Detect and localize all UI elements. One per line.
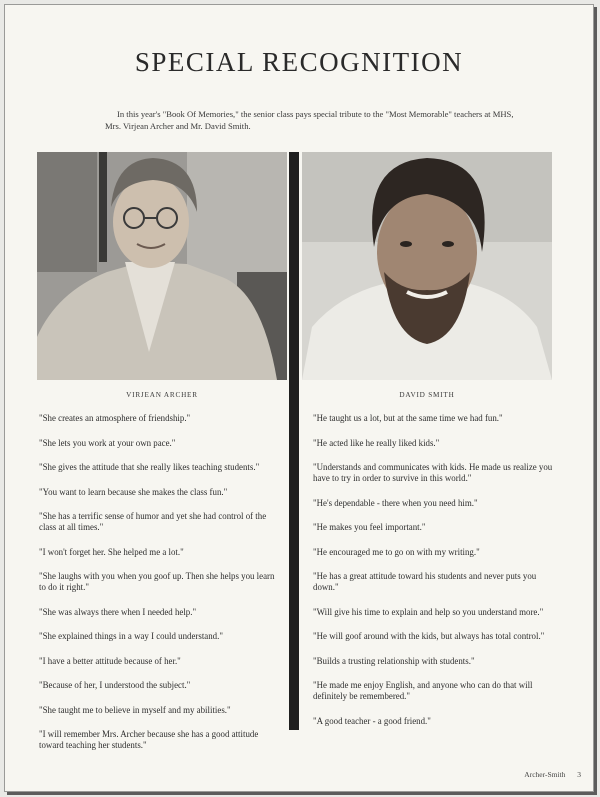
quote-item: "You want to learn because she makes the class fun." xyxy=(39,486,228,497)
footer-names: Archer-Smith xyxy=(524,770,566,779)
quote-item: "Because of her, I understood the subject." xyxy=(39,680,191,690)
quotes-smith xyxy=(313,413,557,740)
quote-item: "She explained things in a way I could understand." xyxy=(39,631,223,641)
column-divider xyxy=(289,152,299,730)
quote-item: "He will goof around with the kids, but always has total control." xyxy=(313,631,545,641)
quote-item: "He has a great attitude toward his students and never puts you down." xyxy=(313,571,537,592)
quote-item: "He made me enjoy English, and anyone who can do that will definitely be remembered." xyxy=(313,680,533,701)
caption-david-smith: DAVID SMITH xyxy=(399,391,455,399)
quote-item: "She gives the attitude that she really likes teaching students." xyxy=(39,462,260,472)
quote-item: "He encouraged me to go on with my writing." xyxy=(313,546,480,557)
quote-item: "He makes you feel important." xyxy=(313,522,426,532)
caption-virjean-archer: VIRJEAN ARCHER xyxy=(126,391,198,399)
quote-item: "She creates an atmosphere of friendship." xyxy=(39,413,191,423)
quote-item: "He acted like he really liked kids." xyxy=(313,437,440,448)
intro-paragraph: In this year's "Book Of Memories," the senior class pays special tribute to the "Most Memorable" teachers at MHS, Mrs. Virjean Archer and Mr. David Smith. xyxy=(105,109,514,131)
quote-item: "Will give his time to explain and help so you understand more." xyxy=(313,606,544,617)
quote-item: "He's dependable - there when you need him." xyxy=(313,497,478,508)
quote-item: "She was always there when I needed help." xyxy=(39,606,197,617)
quote-item: "A good teacher - a good friend." xyxy=(313,715,431,726)
quote-item: "I won't forget her. She helped me a lot." xyxy=(39,546,184,557)
quote-item: "She has a terrific sense of humor and yet she had control of the class at all times." xyxy=(39,511,267,532)
quote-item: "Understands and communicates with kids. He made us realize you have to try in order to survive in this world." xyxy=(313,462,553,483)
page-title: SPECIAL RECOGNITION xyxy=(134,47,464,77)
yearbook-page xyxy=(4,4,594,792)
quote-item: "She laughs with you when you goof up. Then she helps you learn to do it right." xyxy=(39,571,275,592)
page-number: 3 xyxy=(577,770,581,779)
quotes-archer xyxy=(39,413,281,765)
quote-item: "I have a better attitude because of her." xyxy=(39,655,181,666)
photo-david-smith xyxy=(302,152,552,380)
quote-item: "He taught us a lot, but at the same time we had fun." xyxy=(313,413,503,423)
photo-virjean-archer xyxy=(37,152,287,380)
quote-item: "I will remember Mrs. Archer because she has a good attitude toward teaching her students." xyxy=(39,729,259,750)
quote-item: "She lets you work at your own pace." xyxy=(39,437,176,448)
quote-item: "Builds a trusting relationship with students." xyxy=(313,655,475,666)
page-footer xyxy=(524,770,581,779)
quote-item: "She taught me to believe in myself and my abilities." xyxy=(39,704,231,715)
